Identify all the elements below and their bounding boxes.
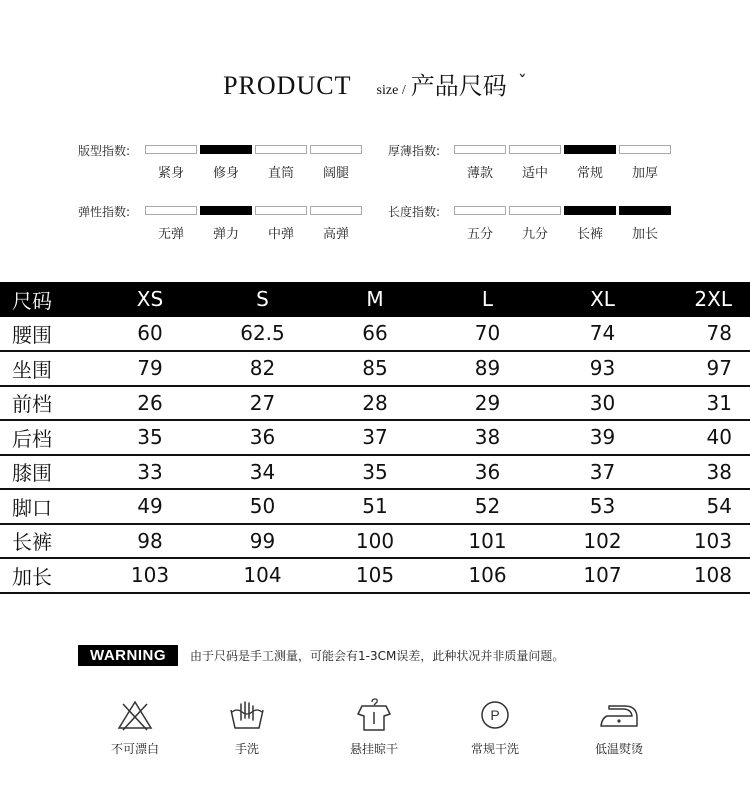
fit-index — [78, 142, 368, 182]
table-row — [0, 489, 750, 524]
index-segment — [310, 206, 362, 215]
index-option: 阔腿 — [322, 166, 349, 181]
table-cell: 102 — [545, 524, 660, 559]
table-row — [0, 558, 750, 593]
table-cell: 66 — [320, 317, 430, 352]
column-header: S — [205, 282, 320, 317]
table-cell: 37 — [545, 455, 660, 490]
table-row — [0, 351, 750, 386]
column-header: M — [320, 282, 430, 317]
table-cell: 62.5 — [205, 317, 320, 352]
table-cell: 26 — [95, 386, 205, 421]
table-row — [0, 524, 750, 559]
table-row — [0, 455, 750, 490]
thickness-index — [388, 142, 678, 182]
care-item-dry-clean — [445, 698, 545, 757]
row-label: 坐围 — [0, 351, 95, 386]
index-option: 紧身 — [157, 166, 184, 181]
table-cell: 35 — [320, 455, 430, 490]
table-cell: 37 — [320, 420, 430, 455]
table-cell: 105 — [320, 558, 430, 593]
index-option: 高弹 — [322, 227, 349, 242]
table-cell: 70 — [430, 317, 545, 352]
table-cell: 38 — [660, 455, 750, 490]
table-cell: 54 — [660, 489, 750, 524]
table-header-row — [0, 282, 750, 317]
index-option: 加长 — [631, 227, 658, 242]
table-cell: 38 — [430, 420, 545, 455]
table-cell: 97 — [660, 351, 750, 386]
index-option: 薄款 — [466, 166, 493, 181]
size-table — [0, 282, 750, 594]
table-cell: 53 — [545, 489, 660, 524]
table-cell: 34 — [205, 455, 320, 490]
table-cell: 103 — [660, 524, 750, 559]
index-segment-selected — [200, 206, 252, 215]
index-label: 弹性指数: — [78, 205, 131, 219]
table-cell: 93 — [545, 351, 660, 386]
table-cell: 85 — [320, 351, 430, 386]
elasticity-index — [78, 203, 368, 243]
care-item-hand-wash — [197, 698, 297, 757]
index-option: 中弹 — [267, 227, 294, 242]
index-segment — [310, 145, 362, 154]
table-row — [0, 386, 750, 421]
index-option: 常规 — [576, 166, 603, 181]
table-cell: 104 — [205, 558, 320, 593]
table-cell: 98 — [95, 524, 205, 559]
care-label: 常规干洗 — [470, 742, 519, 756]
table-cell: 50 — [205, 489, 320, 524]
hand-wash-icon — [227, 698, 267, 732]
index-segment — [509, 206, 561, 215]
table-cell: 74 — [545, 317, 660, 352]
table-cell: 40 — [660, 420, 750, 455]
index-option: 弹力 — [212, 227, 239, 242]
dry-clean-icon — [475, 698, 515, 732]
product-title: PRODUCT — [223, 71, 352, 100]
care-item-low-iron — [569, 698, 669, 757]
table-cell: 52 — [430, 489, 545, 524]
table-cell: 51 — [320, 489, 430, 524]
low-iron-icon — [597, 698, 641, 732]
warning-note — [78, 645, 564, 666]
table-cell: 79 — [95, 351, 205, 386]
column-header: XS — [95, 282, 205, 317]
care-item-no-bleach — [85, 698, 185, 757]
index-segment — [454, 206, 506, 215]
warning-badge: WARNING — [78, 645, 178, 666]
index-label: 版型指数: — [78, 144, 131, 158]
table-cell: 103 — [95, 558, 205, 593]
index-option: 适中 — [521, 166, 548, 181]
table-cell: 27 — [205, 386, 320, 421]
index-option: 九分 — [521, 227, 548, 242]
index-segment-selected — [564, 206, 616, 215]
table-cell: 60 — [95, 317, 205, 352]
length-index — [388, 203, 678, 243]
index-option: 直筒 — [267, 166, 294, 181]
index-option: 五分 — [466, 227, 493, 242]
index-segment — [509, 145, 561, 154]
table-cell: 35 — [95, 420, 205, 455]
care-item-hang-dry — [324, 698, 424, 757]
table-cell: 28 — [320, 386, 430, 421]
no-bleach-icon — [115, 698, 155, 732]
index-option: 加厚 — [631, 166, 658, 181]
index-label: 厚薄指数: — [388, 144, 441, 158]
row-label: 腰围 — [0, 317, 95, 352]
table-cell: 31 — [660, 386, 750, 421]
table-cell: 100 — [320, 524, 430, 559]
index-option: 无弹 — [157, 227, 184, 242]
index-segment — [454, 145, 506, 154]
row-label: 脚口 — [0, 489, 95, 524]
cn-title: 产品尺码 — [410, 72, 507, 100]
index-segment-selected — [564, 145, 616, 154]
index-option: 修身 — [212, 166, 239, 181]
index-segment — [619, 145, 671, 154]
warning-text: 由于尺码是手工测量，可能会有1-3CM误差，此种状况并非质量问题。 — [190, 649, 565, 663]
index-segment — [145, 206, 197, 215]
table-cell: 36 — [205, 420, 320, 455]
table-cell: 29 — [430, 386, 545, 421]
column-header: 尺码 — [0, 282, 95, 317]
table-cell: 107 — [545, 558, 660, 593]
table-cell: 30 — [545, 386, 660, 421]
column-header: L — [430, 282, 545, 317]
table-cell: 82 — [205, 351, 320, 386]
index-option: 长裤 — [576, 227, 603, 242]
index-segment — [255, 145, 307, 154]
care-label: 手洗 — [234, 742, 259, 756]
table-cell: 39 — [545, 420, 660, 455]
row-label: 膝围 — [0, 455, 95, 490]
hang-dry-icon — [354, 698, 394, 732]
care-label: 不可漂白 — [110, 742, 159, 756]
care-label: 悬挂晾干 — [349, 742, 398, 756]
table-cell: 78 — [660, 317, 750, 352]
column-header: 2XL — [660, 282, 750, 317]
table-cell: 33 — [95, 455, 205, 490]
index-segment-selected — [200, 145, 252, 154]
table-cell: 101 — [430, 524, 545, 559]
chevron-down-icon: ˇ — [517, 72, 527, 93]
row-label: 加长 — [0, 558, 95, 593]
table-cell: 49 — [95, 489, 205, 524]
table-cell: 36 — [430, 455, 545, 490]
table-cell: 99 — [205, 524, 320, 559]
column-header: XL — [545, 282, 660, 317]
page-header — [0, 66, 750, 102]
table-cell: 106 — [430, 558, 545, 593]
svg-text:P: P — [490, 707, 500, 723]
row-label: 后档 — [0, 420, 95, 455]
size-label: size / — [376, 83, 406, 98]
row-label: 长裤 — [0, 524, 95, 559]
care-label: 低温熨烫 — [594, 742, 643, 756]
table-row — [0, 317, 750, 352]
row-label: 前档 — [0, 386, 95, 421]
table-cell: 108 — [660, 558, 750, 593]
index-label: 长度指数: — [388, 205, 441, 219]
index-segment-selected — [619, 206, 671, 215]
index-segment — [145, 145, 197, 154]
table-cell: 89 — [430, 351, 545, 386]
table-row — [0, 420, 750, 455]
index-segment — [255, 206, 307, 215]
